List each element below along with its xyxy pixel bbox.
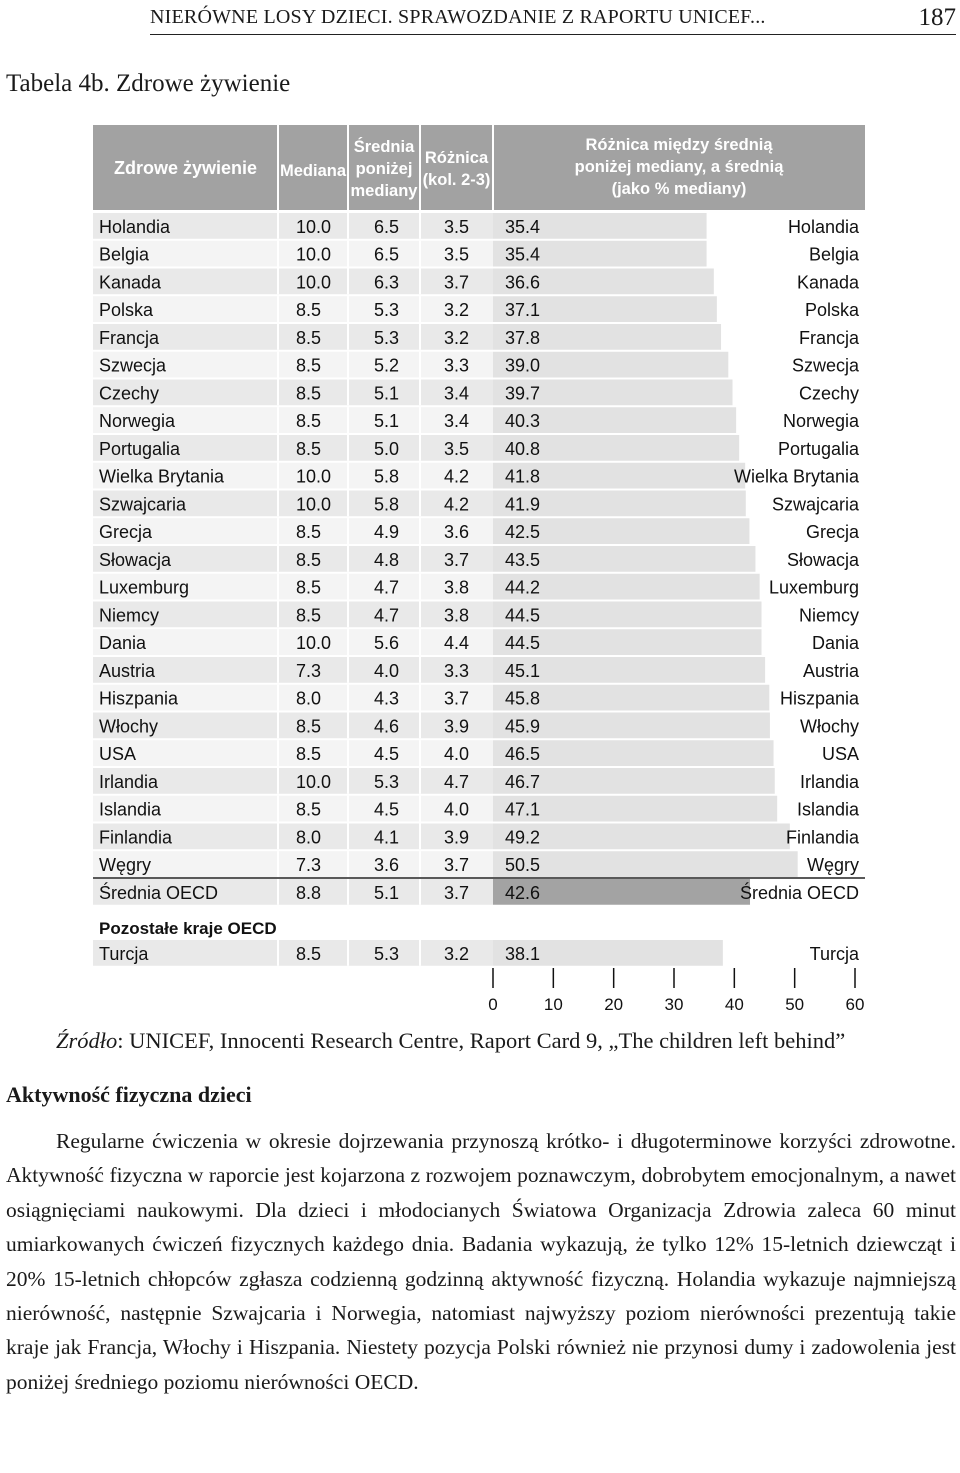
cell-median: 8.5 (296, 383, 322, 404)
source-note (56, 1028, 845, 1054)
row-country: Polska (99, 300, 154, 320)
cell-difference: 3.4 (444, 411, 470, 431)
bar-country-label: Węgry (806, 855, 859, 875)
bar-value-label: 35.4 (505, 216, 541, 237)
table-row (93, 740, 493, 766)
cell-median: 7.3 (296, 660, 322, 681)
cell-mean: 6.3 (374, 272, 400, 293)
cell-median: 8.5 (296, 438, 322, 459)
cell-median: 8.0 (296, 688, 322, 709)
bar-country-label: Austria (802, 660, 859, 681)
cell-median: 8.5 (296, 716, 322, 737)
bar-value-label: 41.9 (505, 494, 541, 515)
x-tick-label: 40 (724, 995, 744, 1014)
bar-country-label: Finlandia (785, 827, 859, 848)
bar-country-label: USA (821, 744, 859, 764)
header-mean-below-median: poniżej (355, 160, 413, 178)
bar-value-label: 40.8 (505, 438, 541, 459)
cell-difference: 3.8 (444, 605, 470, 626)
cell-median: 10.0 (296, 216, 332, 237)
row-country: Hiszpania (99, 688, 179, 709)
table-row (93, 629, 493, 655)
cell-median: 8.5 (296, 943, 322, 964)
page-number: 187 (918, 4, 956, 31)
cell-difference: 3.2 (444, 327, 470, 348)
header-pct-difference: Różnica między średnią (585, 136, 773, 154)
bar-country-label: Szwecja (791, 355, 859, 376)
bar-country-label: Szwajcaria (771, 494, 859, 515)
x-tick-label: 60 (845, 995, 865, 1014)
bar-country-label: Słowacja (786, 549, 859, 570)
table-title: Tabela 4b. Zdrowe żywienie (6, 70, 291, 97)
row-country: Belgia (99, 244, 150, 265)
bar-value-label: 46.5 (505, 744, 541, 764)
row-country: Austria (99, 660, 156, 681)
cell-difference: 3.6 (444, 522, 470, 542)
bar-country-label: Irlandia (799, 771, 859, 792)
cell-difference: 3.9 (444, 716, 470, 737)
bar-country-label: Portugalia (777, 438, 859, 459)
bar-value-label: 37.8 (505, 327, 541, 348)
cell-median: 10.0 (296, 771, 332, 792)
source-label: Źródło (56, 1028, 118, 1053)
cell-mean: 5.0 (374, 438, 400, 459)
row-country: Dania (99, 633, 147, 653)
header-pct-difference: poniżej mediany, a średnią (574, 158, 784, 176)
row-country: Średnia OECD (99, 882, 219, 903)
source-text: : UNICEF, Innocenti Research Centre, Raport Card 9, „The children left behind” (117, 1028, 846, 1053)
cell-median: 8.5 (296, 605, 322, 626)
bar-value-label: 35.4 (505, 244, 541, 265)
bar-value-label: 42.6 (505, 882, 541, 903)
cell-difference: 3.5 (444, 216, 470, 237)
cell-difference: 3.7 (444, 688, 470, 709)
cell-difference: 3.8 (444, 577, 470, 598)
row-country: Finlandia (99, 827, 173, 848)
cell-difference: 3.7 (444, 272, 470, 293)
row-country: Francja (99, 327, 160, 348)
header-country: Zdrowe żywienie (113, 158, 258, 178)
x-tick-label: 30 (664, 995, 684, 1014)
x-tick-label: 0 (488, 995, 498, 1014)
table-row (93, 518, 493, 544)
cell-mean: 5.8 (374, 466, 400, 487)
row-country: USA (99, 744, 137, 764)
cell-mean: 4.5 (374, 744, 400, 764)
row-country: Grecja (99, 522, 153, 542)
cell-difference: 3.7 (444, 882, 470, 903)
cell-median: 8.5 (296, 327, 322, 348)
cell-mean: 4.5 (374, 799, 400, 820)
cell-difference: 3.3 (444, 355, 470, 376)
bar-value-label: 45.9 (505, 716, 541, 737)
cell-mean: 4.6 (374, 716, 400, 737)
bar-country-label: Kanada (796, 272, 859, 293)
row-country: Portugalia (99, 438, 181, 459)
cell-median: 10.0 (296, 272, 332, 293)
bar-value-label: 45.1 (505, 660, 541, 681)
cell-median: 8.5 (296, 744, 322, 764)
cell-mean: 4.9 (374, 522, 400, 542)
row-country: Turcja (99, 943, 149, 964)
row-country: Szwajcaria (99, 494, 187, 515)
cell-mean: 5.3 (374, 943, 400, 964)
bar-country-label: Dania (811, 633, 859, 653)
cell-mean: 4.1 (374, 827, 400, 848)
cell-median: 10.0 (296, 244, 332, 265)
cell-median: 8.5 (296, 522, 322, 542)
cell-difference: 4.0 (444, 744, 470, 764)
bar-country-label: Grecja (805, 522, 859, 542)
cell-mean: 6.5 (374, 216, 400, 237)
cell-median: 8.8 (296, 882, 322, 903)
bar-value-label: 36.6 (505, 272, 541, 293)
running-head-title: NIERÓWNE LOSY DZIECI. SPRAWOZDANIE Z RAPORTU UNICEF... (150, 6, 766, 28)
cell-difference: 4.4 (444, 633, 470, 653)
cell-difference: 3.5 (444, 438, 470, 459)
bar-country-label: Czechy (798, 383, 859, 404)
bar-country-label: Niemcy (798, 605, 859, 626)
bar-value-label: 39.0 (505, 355, 541, 376)
body-paragraph: Regularne ćwiczenia w okresie dojrzewania przynoszą krótko- i długoterminowe korzyści zdrowotne. Aktywność fizyczna w raporcie jest kojarzona z rozwojem poznawczym, dobrobytem emocjonalnym, a nawet osiągnięciami naukowymi. Dla dzieci i młodocianych Światowa Organizacja Zdrowia zaleca 60 minut umiarkowanych ćwiczeń fizycznych każdego dnia. Badania wykazują, że tylko 12% 15-letnich dziewcząt i 20% 15-letnich chłopców zgłasza codzienną godzinną aktywność fizyczną. Holandia wykazuje najmniejszą nierówność, następnie Szwajcaria i Norwegia, natomiast najwyższy poziom nierówności prezentują takie kraje jak Francja, Włochy i Hiszpania. Niestety pozycja Polski również nie przynosi dumy i zadowolenia jest poniżej średniego poziomu nierówności OECD. (6, 1129, 956, 1394)
cell-difference: 4.0 (444, 799, 470, 820)
bar-value-label: 38.1 (505, 943, 541, 964)
cell-difference: 3.5 (444, 244, 470, 265)
bar-country-label: Włochy (799, 716, 859, 737)
bar-value-label: 39.7 (505, 383, 541, 404)
cell-median: 10.0 (296, 466, 332, 487)
bar-value-label: 40.3 (505, 411, 541, 431)
row-country: Irlandia (99, 771, 159, 792)
x-tick-label: 50 (785, 995, 805, 1014)
cell-median: 8.5 (296, 355, 322, 376)
cell-mean: 4.7 (374, 605, 400, 626)
cell-mean: 5.3 (374, 327, 400, 348)
bar-country-label: Islandia (796, 799, 859, 820)
row-country: Włochy (99, 716, 159, 737)
cell-median: 8.5 (296, 799, 322, 820)
bar-country-label: Wielka Brytania (733, 466, 859, 487)
cell-mean: 5.6 (374, 633, 400, 653)
bar-country-label: Norwegia (782, 411, 859, 431)
cell-difference: 3.7 (444, 549, 470, 570)
cell-mean: 5.1 (374, 411, 400, 431)
bar-value-label: 44.5 (505, 605, 541, 626)
cell-mean: 4.0 (374, 660, 400, 681)
row-country: Wielka Brytania (99, 466, 225, 487)
header-median: Mediana (279, 162, 347, 180)
cell-difference: 3.2 (444, 300, 470, 320)
bar-country-label: Średnia OECD (739, 882, 859, 903)
cell-median: 8.5 (296, 577, 322, 598)
cell-difference: 3.2 (444, 943, 470, 964)
bar-value-label: 37.1 (505, 300, 541, 320)
bar-country-label: Luxemburg (768, 577, 859, 598)
cell-mean: 5.2 (374, 355, 400, 376)
cell-mean: 4.8 (374, 549, 400, 570)
bar-country-label: Turcja (809, 943, 859, 964)
row-country: Holandia (99, 216, 171, 237)
cell-mean: 4.7 (374, 577, 400, 598)
table-row (93, 851, 493, 877)
bar-value-label: 47.1 (505, 799, 541, 820)
cell-median: 8.5 (296, 549, 322, 570)
cell-mean: 3.6 (374, 855, 400, 875)
bar-country-label: Hiszpania (779, 688, 859, 709)
bar-country-label: Francja (798, 327, 859, 348)
cell-median: 8.5 (296, 300, 322, 320)
bar-value-label: 44.5 (505, 633, 541, 653)
table-row (93, 241, 493, 267)
header-difference: Różnica (424, 149, 489, 167)
cell-mean: 5.1 (374, 383, 400, 404)
cell-difference: 4.2 (444, 466, 470, 487)
bar-country-label: Holandia (787, 216, 859, 237)
cell-median: 10.0 (296, 494, 332, 515)
cell-mean: 5.3 (374, 300, 400, 320)
row-country: Szwecja (99, 355, 167, 376)
row-country: Norwegia (99, 411, 176, 431)
cell-mean: 5.8 (374, 494, 400, 515)
section-heading: Aktywność fizyczna dzieci (6, 1082, 252, 1107)
row-country: Kanada (99, 272, 162, 293)
row-country: Słowacja (99, 549, 172, 570)
x-tick-label: 20 (604, 995, 624, 1014)
bar-value-label: 46.7 (505, 771, 541, 792)
bar-country-label: Polska (804, 300, 859, 320)
cell-mean: 5.1 (374, 882, 400, 903)
cell-difference: 4.2 (444, 494, 470, 515)
bar-value-label: 43.5 (505, 549, 541, 570)
table-row (93, 940, 493, 966)
header-pct-difference: (jako % mediany) (611, 180, 747, 198)
bar-value-label: 49.2 (505, 827, 541, 848)
bar-value-label: 41.8 (505, 466, 541, 487)
cell-median: 8.0 (296, 827, 322, 848)
header-mean-below-median: Średnia (353, 138, 415, 156)
row-country: Węgry (99, 855, 152, 875)
header-difference: (kol. 2-3) (422, 171, 491, 189)
cell-difference: 3.7 (444, 855, 470, 875)
header-mean-below-median: mediany (350, 182, 418, 200)
bar-value-label: 50.5 (505, 855, 541, 875)
x-tick-label: 10 (543, 995, 563, 1014)
bar-value-label: 42.5 (505, 522, 541, 542)
cell-mean: 6.5 (374, 244, 400, 265)
cell-median: 8.5 (296, 411, 322, 431)
row-country: Luxemburg (99, 577, 190, 598)
cell-mean: 5.3 (374, 771, 400, 792)
row-country: Islandia (99, 799, 162, 820)
cell-difference: 3.9 (444, 827, 470, 848)
bar-value-label: 45.8 (505, 688, 541, 709)
cell-median: 7.3 (296, 855, 322, 875)
bar-country-label: Belgia (808, 244, 859, 265)
cell-difference: 4.7 (444, 771, 470, 792)
row-country: Niemcy (99, 605, 160, 626)
other-countries-heading: Pozostałe kraje OECD (99, 919, 277, 938)
row-country: Czechy (99, 383, 160, 404)
cell-difference: 3.4 (444, 383, 470, 404)
cell-mean: 4.3 (374, 688, 400, 709)
cell-difference: 3.3 (444, 660, 470, 681)
bar-value-label: 44.2 (505, 577, 541, 598)
cell-median: 10.0 (296, 633, 332, 653)
